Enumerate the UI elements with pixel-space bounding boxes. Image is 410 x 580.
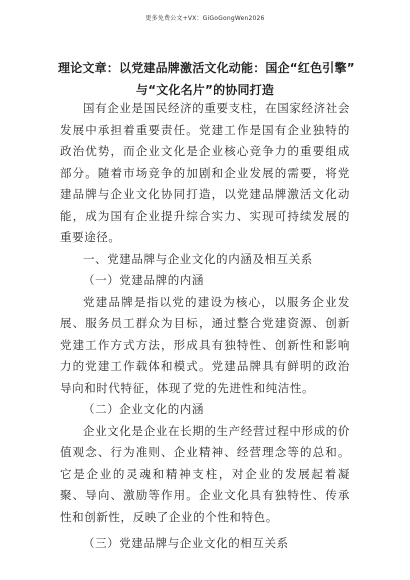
- doc-title-line2: 与“文化名片”的协同打造: [135, 83, 275, 97]
- subsection2-heading: （二）企业文化的内涵: [83, 402, 204, 416]
- subsection2-paragraph: 企业文化是企业在长期的生产经营过程中形成的价值观念、行为准则、企业精神、经营理念等的总和。它是企业的灵魂和精神支柱，对企业的发展起着凝聚、导向、激励等作用。企业文化具有独特性、传承性和创新性，反映了企业的个性和特色。: [60, 423, 350, 524]
- subsection1-paragraph: 党建品牌是指以党的建设为核心，以服务企业发展、服务员工群众为目标，通过整合党建资源、创新党建工作方式方法，形成具有独特性、创新性和影响力的党建工作载体和模式。党建品牌具有鲜明的政治导向和时代特征，体现了党的先进性和纯洁性。: [60, 294, 350, 395]
- subsection3-heading: （三）党建品牌与企业文化的相互关系: [83, 536, 289, 550]
- doc-body: [60, 98, 350, 555]
- intro-paragraph: 国有企业是国民经济的重要支柱，在国家经济社会发展中承担着重要责任。党建工作是国有企业独特的政治优势，而企业文化是企业核心竞争力的重要组成部分。随着市场竞争的加剧和企业发展的需要，将党建品牌与企业文化协同打造，以党建品牌激活文化动能，成为国有企业提升综合实力、实现可持续发展的重要途径。: [60, 101, 350, 244]
- header-note: 更多免费公文+VX：GiGoGongWen2026: [145, 15, 265, 22]
- section1-heading: 一、党建品牌与企业文化的内涵及相互关系: [83, 251, 313, 266]
- doc-title-line1: 理论文章：以党建品牌激活文化动能：国企“红色引擎”: [58, 61, 355, 75]
- subsection1-heading: （一）党建品牌的内涵: [83, 273, 204, 287]
